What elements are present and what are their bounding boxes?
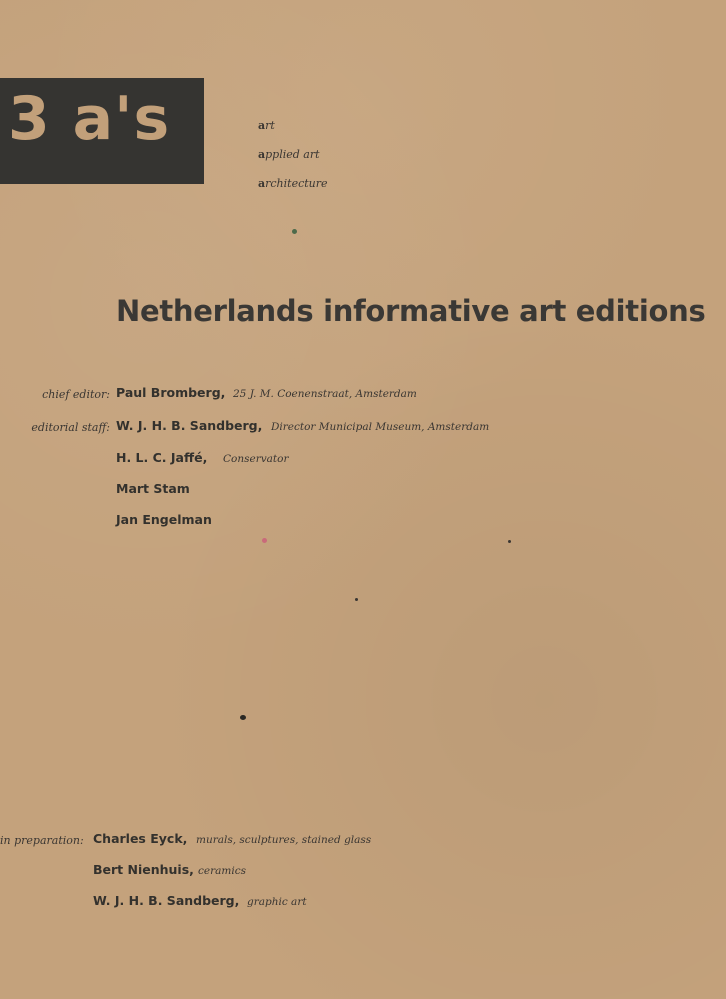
subtitle-rest: rt bbox=[265, 119, 275, 132]
paper-speck bbox=[262, 538, 267, 543]
staff-member-detail: Director Municipal Museum, Amsterdam bbox=[271, 421, 490, 433]
chief-editor-label: chief editor: bbox=[42, 388, 110, 401]
logo-text: 3 a's bbox=[8, 84, 171, 154]
paper-speck bbox=[355, 598, 358, 601]
preparation-name: Charles Eyck, bbox=[93, 831, 188, 846]
logo-block bbox=[0, 78, 204, 184]
subtitle-architecture bbox=[258, 177, 328, 190]
subtitle-rest: pplied art bbox=[265, 148, 320, 161]
chief-editor-name: Paul Bromberg, bbox=[116, 385, 226, 400]
subtitle-art bbox=[258, 119, 275, 132]
staff-member-name: Mart Stam bbox=[116, 481, 190, 496]
paper-speck bbox=[508, 540, 511, 543]
staff-member-name: Jan Engelman bbox=[116, 512, 212, 527]
page-title: Netherlands informative art editions bbox=[116, 294, 706, 328]
subtitle-initial: a bbox=[258, 148, 266, 161]
subtitle-initial: a bbox=[258, 119, 266, 132]
preparation-detail: murals, sculptures, stained glass bbox=[196, 834, 372, 846]
chief-editor-address: 25 J. M. Coenenstraat, Amsterdam bbox=[233, 388, 417, 400]
preparation-name: W. J. H. B. Sandberg, bbox=[93, 893, 240, 908]
paper-speck bbox=[292, 229, 297, 234]
staff-member-detail: Conservator bbox=[223, 453, 289, 465]
paper-speck bbox=[240, 715, 246, 720]
staff-member-name: H. L. C. Jaffé, bbox=[116, 450, 208, 465]
subtitle-initial: a bbox=[258, 177, 266, 190]
staff-member-name: W. J. H. B. Sandberg, bbox=[116, 418, 263, 433]
editorial-staff-label: editorial staff: bbox=[31, 421, 110, 434]
subtitle-applied-art bbox=[258, 148, 320, 161]
preparation-detail: ceramics bbox=[198, 865, 246, 877]
preparation-detail: graphic art bbox=[247, 896, 307, 908]
in-preparation-label: in preparation: bbox=[0, 834, 84, 847]
preparation-name: Bert Nienhuis, bbox=[93, 862, 194, 877]
subtitle-rest: rchitecture bbox=[265, 177, 328, 190]
